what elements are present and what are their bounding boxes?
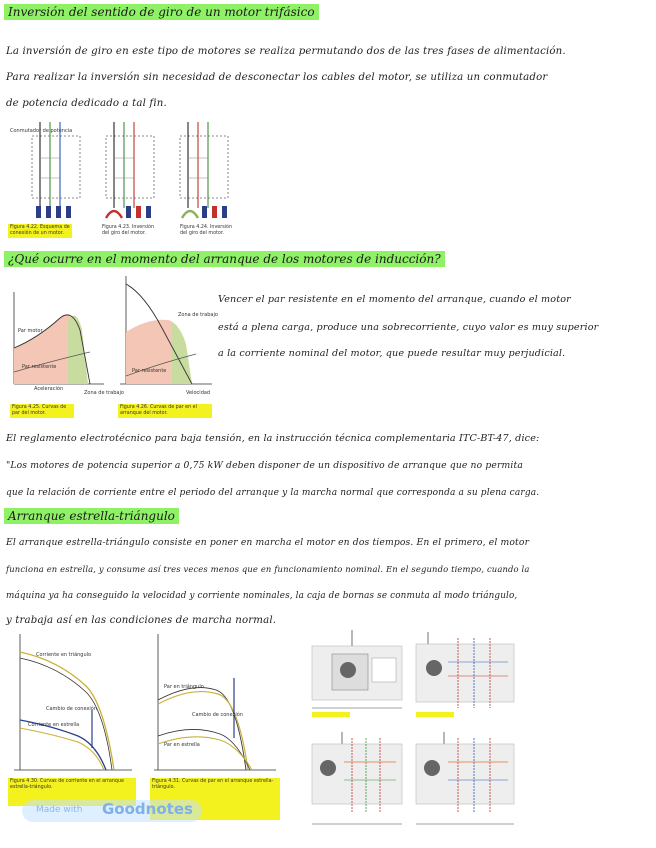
regulation-line-3: que la relación de corriente entre el periodo del arranque y la marcha normal que corresponda a su plena carga. (6, 488, 540, 498)
watermark-brand: Goodnotes (102, 800, 193, 818)
chart1-label-par-resistente: Par resistente (22, 364, 57, 370)
torque-chart-2 (120, 276, 218, 396)
section3-line-3: máquina ya ha conseguido la velocidad y corriente nominales, la caja de bornas se conmuta al modo triángulo, (6, 591, 518, 601)
wiring-diagram-1 (10, 122, 80, 218)
wiring-box-4 (416, 732, 514, 812)
chart4-label-est: Par en estrella (164, 742, 200, 748)
chart2-label-zona: Zona de trabajo (178, 312, 218, 318)
wiring-diagram-3 (180, 122, 228, 218)
regulation-line-2: "Los motores de potencia superior a 0,75 kW deben disponer de un dispositivo de arranque que no permita (6, 460, 523, 471)
chart1-label-aceleracion: Aceleración (34, 386, 64, 392)
figure-caption-4-23: Figura 4.23. Inversión del giro del motor. (102, 225, 155, 236)
star-delta-torque-chart (154, 634, 276, 770)
section3-line-4: y trabaja así en las condiciones de marcha normal. (6, 615, 277, 626)
star-delta-curves-figure (6, 630, 286, 778)
section3-line-2: funciona en estrella, y consume así tres veces menos que en funcionamiento nominal. En el segundo tiempo, cuando la (6, 564, 530, 574)
chart1-label-par-motor: Par motor (18, 328, 43, 334)
starting-torque-figure (8, 272, 218, 402)
section3-line-1: El arranque estrella-triángulo consiste en poner en marcha el motor en dos tiempos. En el primero, el motor (6, 537, 530, 548)
wiring-box-3 (312, 732, 402, 812)
regulation-line-1: El reglamento electrotécnico para baja tensión, en la instrucción técnica complementaria ITC-BT-47, dice: (6, 433, 540, 444)
section3-heading: Arranque estrella-triángulo (4, 508, 179, 524)
star-delta-current-chart (14, 634, 132, 770)
figure-caption-4-31: Figura 4.31. Curvas de par en el arranque estrella-triángulo. (150, 778, 280, 820)
watermark-made-with: Made with (36, 805, 83, 815)
wiring-diagram-2 (106, 122, 154, 218)
chart1-label-zona: Zona de trabajo (84, 390, 124, 396)
section1-line-3: de potencia dedicado a tal fin. (6, 98, 167, 109)
section1-heading: Inversión del sentido de giro de un motor trifásico (4, 4, 319, 20)
reversal-wiring-figure (6, 118, 232, 230)
chart3-label-cambio: Cambio de conexión (46, 706, 98, 712)
section2-heading: ¿Qué ocurre en el momento del arranque de los motores de inducción? (4, 251, 445, 267)
figure-caption-4-22: Figura 4.22. Esquema de conexión de un motor. (8, 224, 72, 238)
chart3-label-est: Corriente en estrella (28, 722, 80, 728)
figure-caption-4-24: Figura 4.24. Inversión del giro del motor. (180, 225, 233, 236)
figure-caption-4-30: Figura 4.30. Curvas de corriente en el arranque estrella-triángulo. (8, 778, 136, 806)
chart3-label-tri: Corriente en triángulo (36, 652, 92, 658)
torque-chart-1 (14, 292, 124, 396)
chart2-label-velocidad: Velocidad (186, 390, 211, 396)
switch-label: Conmutador de potencia (10, 128, 73, 134)
chart2-label-par-resistente: Par resistente (132, 368, 167, 374)
figure-caption-4-26: Figura 4.26. Curvas de par en el arranque del motor. (118, 404, 212, 418)
section2-right-line-2: está a plena carga, produce una sobrecorriente, cuyo valor es muy superior (218, 322, 599, 333)
section2-right-line-3: a la corriente nominal del motor, que puede resultar muy perjudicial. (218, 348, 566, 359)
section2-right-line-1: Vencer el par resistente en el momento del arranque, cuando el motor (218, 294, 571, 305)
wiring-box-1 (312, 630, 402, 708)
section1-line-1: La inversión de giro en este tipo de motores se realiza permutando dos de las tres fases de alimentación. (6, 46, 566, 57)
star-delta-wiring-figure (308, 628, 656, 838)
figure-caption-4-25: Figura 4.25. Curvas de par del motor. (10, 404, 74, 418)
chart4-label-tri: Par en triángulo (164, 684, 204, 690)
chart4-label-cambio: Cambio de conexión (192, 712, 244, 718)
wiring-box-2 (416, 632, 514, 708)
section1-line-2: Para realizar la inversión sin necesidad de desconectar los cables del motor, se utiliza un conmutador (6, 72, 548, 83)
